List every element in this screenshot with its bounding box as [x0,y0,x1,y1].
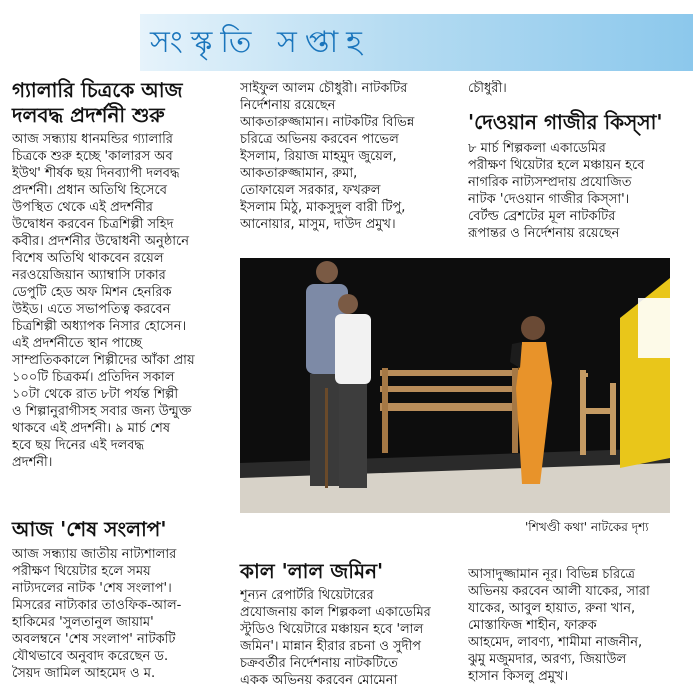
body-line: নাগরিক নাট্যসম্প্রদায় প্রযোজিত [468,175,632,190]
section-title: সংস্কৃতি সপ্তাহ [150,25,370,60]
body-line: পরীক্ষণ থিয়েটার হলে সময় [12,564,151,579]
body-line: আকতারুজ্জামান। নাটকটির বিভিন্ন [240,115,415,130]
body-line: চক্রবর্তীর নির্দেশনায় নাটকটিতে [240,656,398,671]
story3-headline: 'দেওয়ান গাজীর কিস্সা' [468,110,663,134]
body-line: চৌধুরী। [468,81,507,96]
body-line: হবে ছয় দিনের এই দলবদ্ধ [12,438,144,453]
body-line: তোফায়েল সরকার, ফখরুল [240,183,381,198]
body-line: অবলম্বনে 'শেষ সংলাপ' নাটকটি [12,632,176,647]
body-line: ইউথ' শীর্ষক ছয় দিনব্যাপী দলবদ্ধ [12,166,180,181]
body-line: সৈয়দ জামিল আহমেদ ও ম. [12,666,156,681]
body-line: বিশেষ অতিথি থাকবেন রয়েল [12,251,164,266]
body-line: হাসান কিসলু প্রমুখ। [468,669,569,684]
body-line: ঝুমু মজুমদার, অরণ্য, জিয়াউল [468,652,627,667]
body-line: আকতারুজ্জামান, রুমা, [240,166,358,181]
story3-body [468,140,690,242]
body-line: মোস্তাফিজ শাহীন, ফারুক [468,618,597,633]
story2-headline: আজ 'শেষ সংলাপ' [12,517,167,541]
body-line: প্রযোজনায় কাল শিল্পকলা একাডেমির [240,605,431,620]
body-line: আসাদুজ্জামান নূর। বিভিন্ন চরিত্রে [468,567,635,582]
body-line: বের্টল্ড ব্রেশটের মূল নাটকটির [468,209,616,224]
body-line: আজ সন্ধ্যায় জাতীয় নাট্যশালার [12,547,177,562]
body-line: নরওয়েজিয়ান অ্যাম্বাসি ঢাকার [12,268,166,283]
body-line: হাকিমের 'সুলতানুল জায়াম' [12,615,154,630]
body-line: স্টুডিও থিয়েটারে মঞ্চায়ন হবে 'লাল [240,622,424,637]
story2-body [12,546,234,682]
body-line: সাম্প্রতিককালে শিল্পীদের আঁকা প্রায় [12,353,195,368]
body-line: আনোয়ার, মাসুম, দাউদ প্রমুখ। [240,217,396,232]
body-line: চিত্রকে শুরু হচ্ছে 'কালারস অব [12,149,173,164]
body-line: রূপান্তর ও নির্দেশনায় রয়েছেন [468,226,620,241]
body-line: ইসলাম, রিয়াজ মাহমুদ জুয়েল, [240,149,397,164]
body-line: শূন্যন রেপার্টরি থিয়েটারের [240,588,374,603]
body-line: ৮ মার্চ শিল্পকলা একাডেমির [468,141,606,156]
body-line: সাইফুল আলম চৌধুরী। নাটকটির [240,81,408,96]
story1-headline-line: গ্যালারি চিত্রকে আজ [12,78,183,102]
body-line: আহমেদ, লাবণ্য, শামীমা নাজনীন, [468,635,643,650]
body-line: মিসরের নাট্যকার তাওফিক-আল- [12,598,182,613]
photo-caption: 'শিখণ্ডী কথা' নাটকের দৃশ্য [525,520,649,534]
story1-body [12,131,234,471]
body-line: অভিনয় করবেন আলী যাকের, সারা [468,584,650,599]
body-line: জমিন'। মান্নান হীরার রচনা ও সুদীপ [240,639,421,654]
body-line: নির্দেশনায় রয়েছেন [240,98,336,113]
body-line: থাকবে এই প্রদর্শনী। ৯ মার্চ শেষ [12,421,170,436]
body-line: নাট্যদলের নাটক 'শেষ সংলাপ'। [12,581,172,596]
story4-body [240,587,462,689]
body-line: পরীক্ষণ থিয়েটার হলে মঞ্চায়ন হবে [468,158,645,173]
body-line: উপস্থিত থেকে এই প্রদর্শনীর [12,200,153,215]
body-line: যাকের, আবুল হায়াত, রুনা খান, [468,601,636,616]
body-line: যৌথভাবে অনুবাদ করেছেন ড. [12,649,169,664]
story2-end [468,80,688,97]
stage-scene-image [240,258,670,513]
body-line: চিত্রশিল্পী অধ্যাপক নিসার হোসেন। [12,319,187,334]
body-line: ইসলাম মিঠু, মাকসুদুল বারী টিপু, [240,200,406,215]
story1-headline-line: দলবদ্ধ প্রদর্শনী শুরু [12,103,165,127]
body-line: ডেপুটি হেড অফ মিশন হেনরিক [12,285,172,300]
body-line: চরিত্রে অভিনয় করবেন পাভেল [240,132,399,147]
body-line: প্রদর্শনী। প্রধান অতিথি হিসেবে [12,183,167,198]
body-line: উদ্বোধন করবেন চিত্রশিল্পী সহিদ [12,217,174,232]
body-line: প্রদর্শনী। [12,455,53,470]
body-line: ১০টা থেকে রাত ৮টা পর্যন্ত শিল্পী [12,387,179,402]
body-line: একক অভিনয় করবেন মোমেনা [240,673,398,688]
body-line: ও শিল্পানুরাগীসহ সবার জন্য উন্মুক্ত [12,404,192,419]
body-line: কবীর। প্রদর্শনীর উদ্বোধনী অনুষ্ঠানে [12,234,189,249]
story4-headline: কাল 'লাল জমিন' [240,559,384,583]
body-line: নাটক 'দেওয়ান গাজীর কিস্সা'। [468,192,630,207]
body-line: এই প্রদর্শনীতে স্থান পাচ্ছে [12,336,142,351]
body-line: উইড। এতে সভাপতিত্ব করবেন [12,302,171,317]
story4-continued [468,566,690,685]
body-line: আজ সন্ধ্যায় ধানমন্ডির গ্যালারি [12,132,173,147]
stage-photo [240,258,670,513]
body-line: ১০০টি চিত্রকর্ম। প্রতিদিন সকাল [12,370,175,385]
story2-continued [240,80,462,233]
story1-headline [12,78,183,128]
